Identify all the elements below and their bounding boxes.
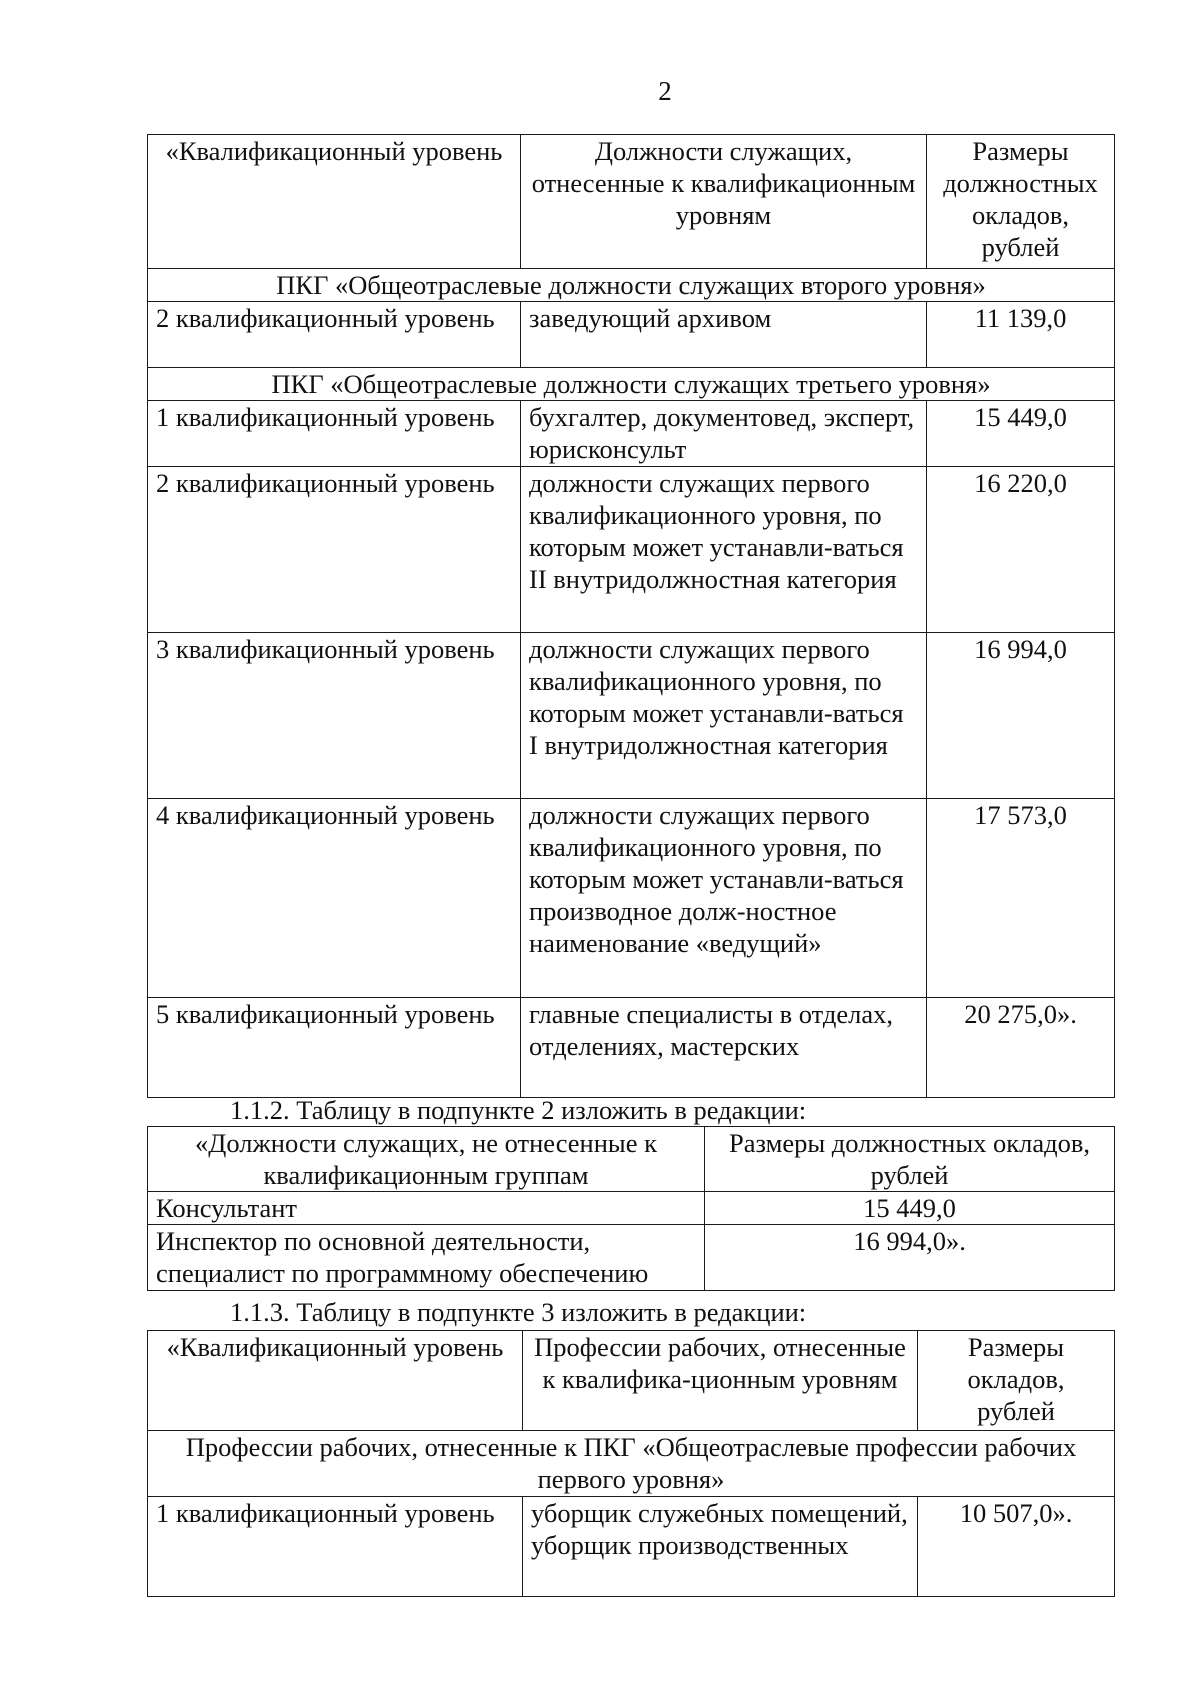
header-positions: «Должности служащих, не отнесенные к квалификационным группам — [148, 1127, 705, 1192]
level-cell: 3 квалификационный уровень — [148, 633, 521, 799]
table-header-row — [148, 1331, 1115, 1431]
header-salary: Размеры окладов, рублей — [918, 1331, 1115, 1431]
level-cell: 1 квалификационный уровень — [148, 1497, 523, 1597]
salary-cell: 17 573,0 — [927, 799, 1115, 998]
salary-cell: 16 994,0 — [927, 633, 1115, 799]
positions-cell: бухгалтер, документовед, эксперт, юрисконсульт — [521, 401, 927, 467]
level-cell: 4 квалификационный уровень — [148, 799, 521, 998]
table-header-row — [148, 135, 1115, 269]
table-unclassified-positions — [147, 1126, 1115, 1291]
level-cell: 2 квалификационный уровень — [148, 302, 521, 368]
header-level: «Квалификационный уровень — [148, 135, 521, 269]
group-title: Профессии рабочих, отнесенные к ПКГ «Общеотраслевые профессии рабочих первого уровня» — [148, 1431, 1115, 1497]
level-cell: 1 квалификационный уровень — [148, 401, 521, 467]
salary-cell: 15 449,0 — [927, 401, 1115, 467]
group-title-row — [148, 1431, 1115, 1497]
salary-cell: 11 139,0 — [927, 302, 1115, 368]
table-worker-professions — [147, 1330, 1115, 1597]
table-row — [148, 467, 1115, 633]
header-positions: Должности служащих, отнесенные к квалификационным уровням — [521, 135, 927, 269]
table-row — [148, 1497, 1115, 1597]
positions-cell: заведующий архивом — [521, 302, 927, 368]
header-level: «Квалификационный уровень — [148, 1331, 523, 1431]
header-salary: Размеры должностных окладов, рублей — [705, 1127, 1115, 1192]
table-header-row — [148, 1127, 1115, 1192]
section-1-1-2-text: 1.1.2. Таблицу в подпункте 2 изложить в редакции: — [230, 1095, 807, 1125]
table-row — [148, 1225, 1115, 1291]
table-row — [148, 1192, 1115, 1225]
positions-cell: должности служащих первого квалификационного уровня, по которым может устанавли-ваться производное долж-ностное наименование «ведущий» — [521, 799, 927, 998]
salary-cell: 10 507,0». — [918, 1497, 1115, 1597]
positions-cell: главные специалисты в отделах, отделениях, мастерских — [521, 998, 927, 1098]
group-title: ПКГ «Общеотраслевые должности служащих второго уровня» — [148, 269, 1115, 302]
table-row — [148, 401, 1115, 467]
group-title-row — [148, 269, 1115, 302]
positions-cell: должности служащих первого квалификационного уровня, по которым может устанавли-ваться I внутридолжностная категория — [521, 633, 927, 799]
group-title-row — [148, 368, 1115, 401]
table-row — [148, 633, 1115, 799]
header-salary: Размеры должностных окладов, рублей — [927, 135, 1115, 269]
salary-cell: 16 994,0». — [705, 1225, 1115, 1291]
professions-cell: уборщик служебных помещений, уборщик производственных — [523, 1497, 918, 1597]
group-title: ПКГ «Общеотраслевые должности служащих третьего уровня» — [148, 368, 1115, 401]
salary-cell: 20 275,0». — [927, 998, 1115, 1098]
position-cell: Консультант — [148, 1192, 705, 1225]
section-1-1-3-text: 1.1.3. Таблицу в подпункте 3 изложить в редакции: — [230, 1297, 807, 1327]
table-row — [148, 998, 1115, 1098]
table-employee-positions — [147, 134, 1115, 1098]
table-row — [148, 799, 1115, 998]
page-number: 2 — [658, 76, 672, 106]
table-row — [148, 302, 1115, 368]
level-cell: 2 квалификационный уровень — [148, 467, 521, 633]
salary-cell: 15 449,0 — [705, 1192, 1115, 1225]
level-cell: 5 квалификационный уровень — [148, 998, 521, 1098]
position-cell: Инспектор по основной деятельности, специалист по программному обеспечению — [148, 1225, 705, 1291]
header-professions: Профессии рабочих, отнесенные к квалифика-ционным уровням — [523, 1331, 918, 1431]
positions-cell: должности служащих первого квалификационного уровня, по которым может устанавли-ваться II внутридолжностная категория — [521, 467, 927, 633]
salary-cell: 16 220,0 — [927, 467, 1115, 633]
